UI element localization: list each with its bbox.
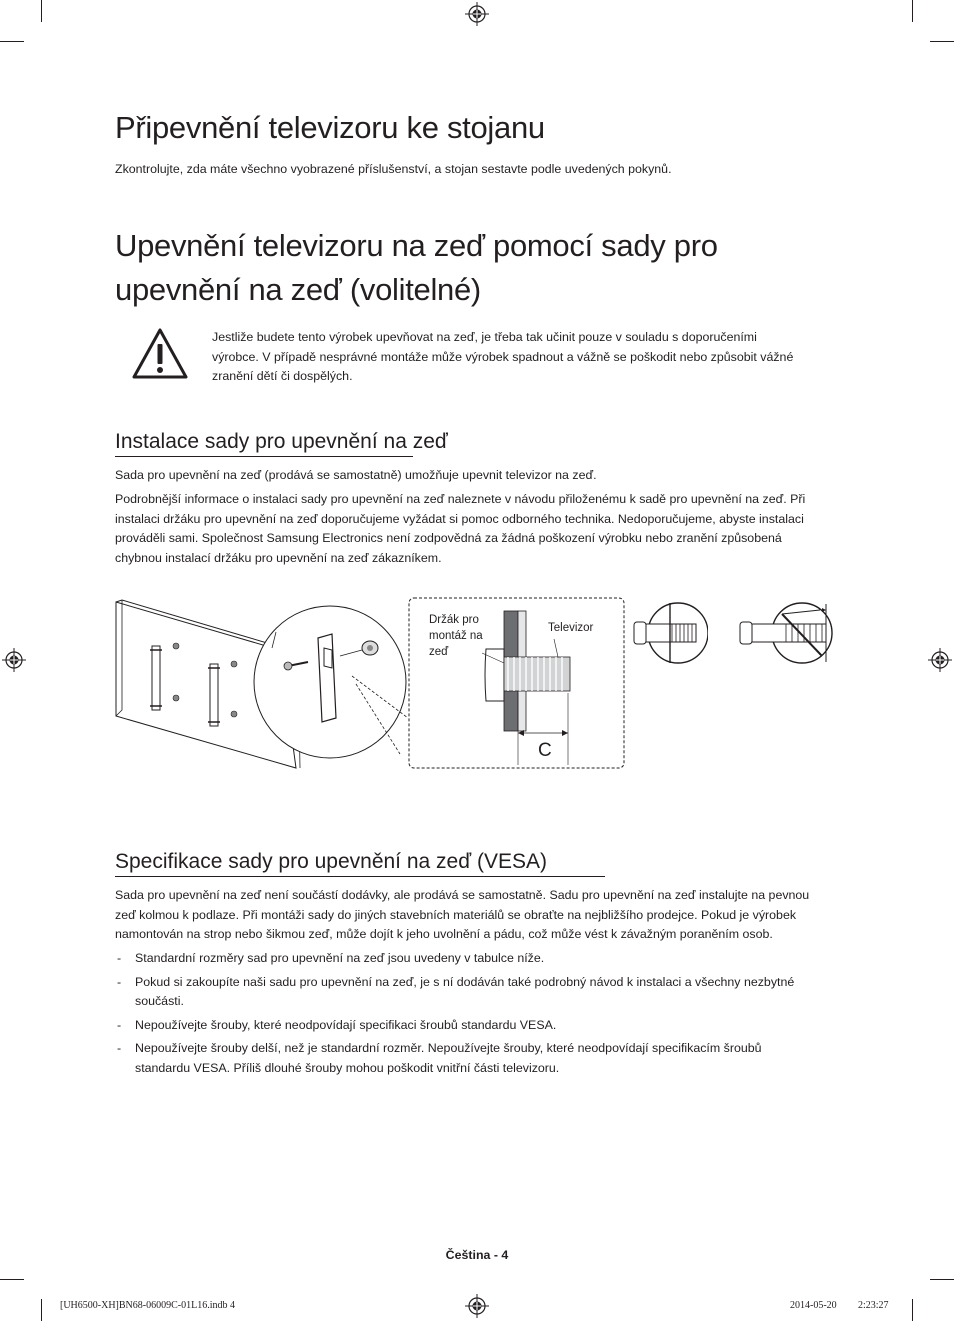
vesa-heading-underline	[115, 876, 605, 877]
bullet-marker: -	[117, 951, 122, 965]
wall-mount-title-line-1: Upevnění televizoru na zeď pomocí sady pro	[115, 228, 718, 263]
install-heading: Instalace sady pro upevnění na zeď	[115, 430, 448, 453]
label-c: C	[538, 740, 552, 761]
warning-line: Jestliže budete tento výrobek upevňovat na zeď, je třeba tak učinit pouze v souladu s doporučeními	[212, 330, 757, 344]
page-title: Připevnění televizoru ke stojanu	[115, 110, 545, 145]
install-para-1: Sada pro upevnění na zeď (prodává se samostatně) umožňuje upevnit televizor na zeď.	[115, 468, 597, 482]
vesa-para-line: zeď kolmou k podlaze. Při montáži sady do jiných stavebních materiálů se obraťte na nejbližšího prodejce. Pokud je výrobek	[115, 907, 797, 922]
list-item	[115, 949, 794, 969]
crop-mark	[41, 0, 42, 22]
vesa-bullet-list	[115, 949, 794, 1082]
list-item	[115, 1039, 794, 1078]
crop-mark	[912, 0, 913, 22]
label-bracket-line: Držák pro	[429, 614, 479, 626]
bullet-line: součásti.	[135, 994, 184, 1008]
install-para-2	[115, 490, 805, 568]
vesa-para	[115, 886, 809, 945]
print-footer-file: [UH6500-XH]BN68-06009C-01L16.indb 4	[60, 1300, 235, 1311]
label-bracket-line: montáž na	[429, 630, 483, 642]
bullet-marker: -	[117, 1041, 122, 1055]
screw-prohibited-icon	[736, 600, 840, 670]
crop-mark	[41, 1299, 42, 1321]
bullet-line: Nepoužívejte šrouby delší, než je standardní rozměr. Nepoužívejte šrouby, které neodpovídají specifikacím šroubů	[135, 1041, 762, 1055]
crop-mark	[912, 1299, 913, 1321]
install-para-2-line: chybnou instalací držáku pro upevnění na zeď zákazníkem.	[115, 550, 442, 565]
screw-ok-icon	[632, 600, 708, 666]
warning-line: zranění dětí či dospělých.	[212, 369, 353, 383]
print-footer-date: 2014-05-20	[790, 1300, 837, 1311]
page-number: Čeština - 4	[445, 1248, 509, 1262]
registration-mark-icon	[465, 2, 489, 26]
install-para-2-line: instalaci držáku pro upevnění na zeď doporučujeme vyžádat si pomoc odborného technika. Nedoporučujeme, abyste instalaci	[115, 511, 804, 526]
tv-back-bracket-illustration	[112, 598, 408, 778]
vesa-para-line: Sada pro upevnění na zeď není součástí dodávky, ale prodává se samostatně. Sadu pro upevnění na zeď instalujte na pevnou	[115, 888, 810, 902]
wall-mount-title-line-2: upevnění na zeď (volitelné)	[115, 272, 481, 307]
list-item	[115, 973, 794, 1012]
bullet-line: standardu VESA. Příliš dlouhé šrouby mohou poškodit vnitřní části televizoru.	[135, 1060, 560, 1075]
bullet-line: Nepoužívejte šrouby, které neodpovídají specifikaci šroubů standardu VESA.	[135, 1017, 557, 1032]
warning-text	[212, 328, 793, 387]
warning-line: výrobce. V případě nesprávné montáže může výrobek spadnout a vážně se poškodit nebo způsobit vážné	[212, 349, 794, 364]
intro-text: Zkontrolujte, zda máte všechno vyobrazené příslušenství, a stojan sestavte podle uvedených pokynů.	[115, 162, 672, 176]
install-para-2-line: prováděli sami. Společnost Samsung Electronics není zodpovědná za žádná poškození výrobku nebo zranění způsobená	[115, 531, 782, 545]
bullet-marker: -	[117, 1017, 122, 1032]
registration-mark-icon	[928, 648, 952, 672]
crop-mark	[0, 1279, 24, 1280]
warning-triangle-icon	[131, 327, 189, 381]
crop-mark	[0, 41, 24, 42]
vesa-para-line: namontován na strop nebo šikmou zeď, může dojít k jeho uvolnění a pádu, což může vést k závažným poraněním osob.	[115, 927, 773, 941]
crop-mark	[930, 41, 954, 42]
print-footer-time: 2:23:27	[858, 1300, 889, 1311]
label-bracket-line: zeď	[429, 646, 449, 658]
registration-mark-icon	[2, 648, 26, 672]
bullet-line: Pokud si zakoupíte naši sadu pro upevnění na zeď, je s ní dodáván také podrobný návod k instalaci a všechny nezbytné	[135, 974, 795, 989]
bullet-marker: -	[117, 974, 122, 989]
crop-mark	[930, 1279, 954, 1280]
registration-mark-icon	[465, 1294, 489, 1318]
install-para-2-line: Podrobnější informace o instalaci sady pro upevnění na zeď naleznete v návodu přiloženému k sadě pro upevnění na zeď. Při	[115, 492, 806, 506]
label-tv: Televizor	[548, 622, 594, 634]
install-heading-underline	[115, 456, 413, 457]
bullet-line: Standardní rozměry sad pro upevnění na zeď jsou uvedeny v tabulce níže.	[135, 951, 545, 965]
label-bracket	[429, 612, 483, 660]
list-item	[115, 1016, 794, 1036]
vesa-heading: Specifikace sady pro upevnění na zeď (VESA)	[115, 850, 547, 873]
